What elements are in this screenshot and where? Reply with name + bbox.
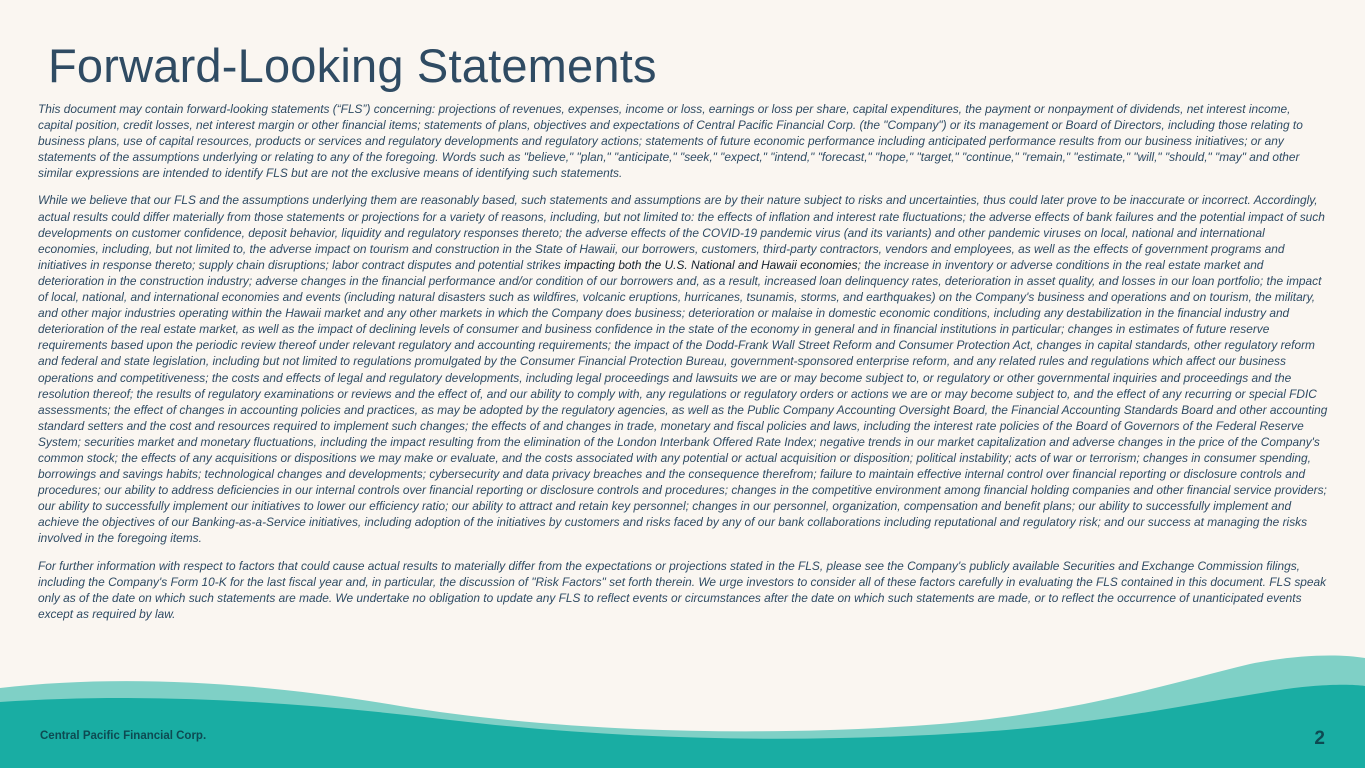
risk-text-emphasis: impacting both the U.S. National and Hawaii economies: [564, 257, 858, 272]
risk-text-part-2: ; the increase in inventory or adverse conditions in the real estate market and deterioration in the construction industry; adverse changes in the financial performance and/or condition of our borrowers and, as a result, increased loan delinquency rates, deterioration in asset quality, and losses in our loan portfolio; the impact of local, national, and international economies and events (including natural disasters such as wildfires, volcanic eruptions, hurricanes, tsunamis, storms, and earthquakes) on the Company's business and operations and on tourism, the military, and other major industries operating within the Hawaii market and any other markets in which the Company does business; deterioration or malaise in domestic economic conditions, including any destabilization in the financial industry and deterioration of the real estate market, as well as the impact of declining levels of consumer and business confidence in the state of the economy in general and in financial institutions in particular; changes in estimates of future reserve requirements based upon the periodic review thereof under relevant regulatory and accounting requirements; the impact of the Dodd-Frank Wall Street Reform and Consumer Protection Act, changes in capital standards, other regulatory reform and federal and state legislation, including but not limited to regulations promulgated by the Consumer Financial Protection Bureau, government-sponsored enterprise reform, and any related rules and regulations which affect our business operations and competitiveness; the costs and effects of legal and regulatory developments, including legal proceedings and lawsuits we are or may become subject to, or regulatory or other governmental inquiries and proceedings and the resolution thereof; the results of regulatory examinations or reviews and the effect of, and our ability to comply with, any regulations or regulatory orders or actions we are or may become subject to, and the effect of any recurring or special FDIC assessments; the effect of changes in accounting policies and practices, as may be adopted by the regulatory agencies, as well as the Public Company Accounting Oversight Board, the Financial Accounting Standards Board and other accounting standard setters and the cost and resources required to implement such changes; the effects of and changes in trade, monetary and fiscal policies and laws, including the interest rate policies of the Board of Governors of the Federal Reserve System; securities market and monetary fluctuations, including the impact resulting from the elimination of the London Interbank Offered Rate Index; negative trends in our market capitalization and adverse changes in the price of the Company's common stock; the effects of any acquisitions or dispositions we may make or evaluate, and the costs associated with any potential or actual acquisition or disposition; political instability; acts of war or terrorism; changes in consumer spending, borrowings and savings habits; technological changes and developments; cybersecurity and data privacy breaches and the consequence therefrom; failure to maintain effective internal control over financial reporting or disclosure controls and procedures; our ability to address deficiencies in our internal controls over financial reporting or disclosure controls and procedures; changes in the competitive environment among financial holding companies and other financial service providers; our ability to successfully implement our initiatives to lower our efficiency ratio; our ability to attract and retain key personnel; changes in our personnel, organization, compensation and benefit plans; our ability to successfully implement and achieve the objectives of our Banking-as-a-Service initiatives, including adoption of the initiatives by customers and risks faced by any of our bank collaborations including reputational and regulatory risk; and our success at managing the risks involved in the foregoing items.: [38, 257, 1328, 546]
footer-company-name: Central Pacific Financial Corp.: [40, 730, 207, 742]
paragraph-risk-factors: [38, 192, 1328, 546]
page-title: Forward-Looking Statements: [48, 39, 657, 92]
footer-waves: [0, 640, 1365, 768]
paragraph-fls-definition: This document may contain forward-looking statements (“FLS”) concerning: projections of revenues, expenses, income or loss, earnings or loss per share, capital expenditures, the payment or nonpayment of dividends, net interest income, capital position, credit losses, net interest margin or other financial items; statements of plans, objectives and expectations of Central Pacific Financial Corp. (the "Company") or its management or Board of Directors, including those relating to business plans, use of capital resources, products or services and regulatory developments and regulatory actions; statements of future economic performance including anticipated performance results from our business initiatives; or any statements of the assumptions underlying or relating to any of the foregoing. Words such as "believe," "plan," "anticipate," "seek," "expect," "intend," "forecast," "hope," "target," "continue," "remain," "estimate," "will," "should," "may" and other similar expressions are intended to identify FLS but are not the exclusive means of identifying such statements.: [38, 102, 1303, 181]
paragraph-further-information: For further information with respect to factors that could cause actual results to materially differ from the expectations or projections stated in the FLS, please see the Company's publicly available Securities and Exchange Commission filings, including the Company's Form 10-K for the last fiscal year and, in particular, the discussion of "Risk Factors" set forth therein. We urge investors to consider all of these factors carefully in evaluating the FLS contained in this document. FLS speak only as of the date on which such statements are made. We undertake no obligation to update any FLS to reflect events or circumstances after the date on which such statements are made, or to reflect the occurrence of unanticipated events except as required by law.: [38, 558, 1327, 621]
disclaimer-body: [38, 101, 1328, 622]
risk-text-part-1: While we believe that our FLS and the assumptions underlying them are reasonably based, such statements and assumptions are by their nature subject to risks and uncertainties, thus could later prove to be inaccurate or incorrect. Accordingly, actual results could differ materially from those statements or projections for a variety of reasons, including, but not limited to: the effects of inflation and interest rate fluctuations; the adverse effects of bank failures and the potential impact of such developments on customer confidence, deposit behavior, liquidity and regulatory responses thereto; the adverse effects of the COVID-19 pandemic virus (and its variants) and other pandemic viruses on local, national and international economies, including, but not limited to, the adverse impact on tourism and construction in the State of Hawaii, our borrowers, customers, third-party contractors, vendors and employees, as well as the effects of government programs and initiatives in response thereto; supply chain disruptions; labor contract disputes and potential strikes: [38, 193, 1325, 272]
page-number: 2: [1314, 728, 1325, 749]
